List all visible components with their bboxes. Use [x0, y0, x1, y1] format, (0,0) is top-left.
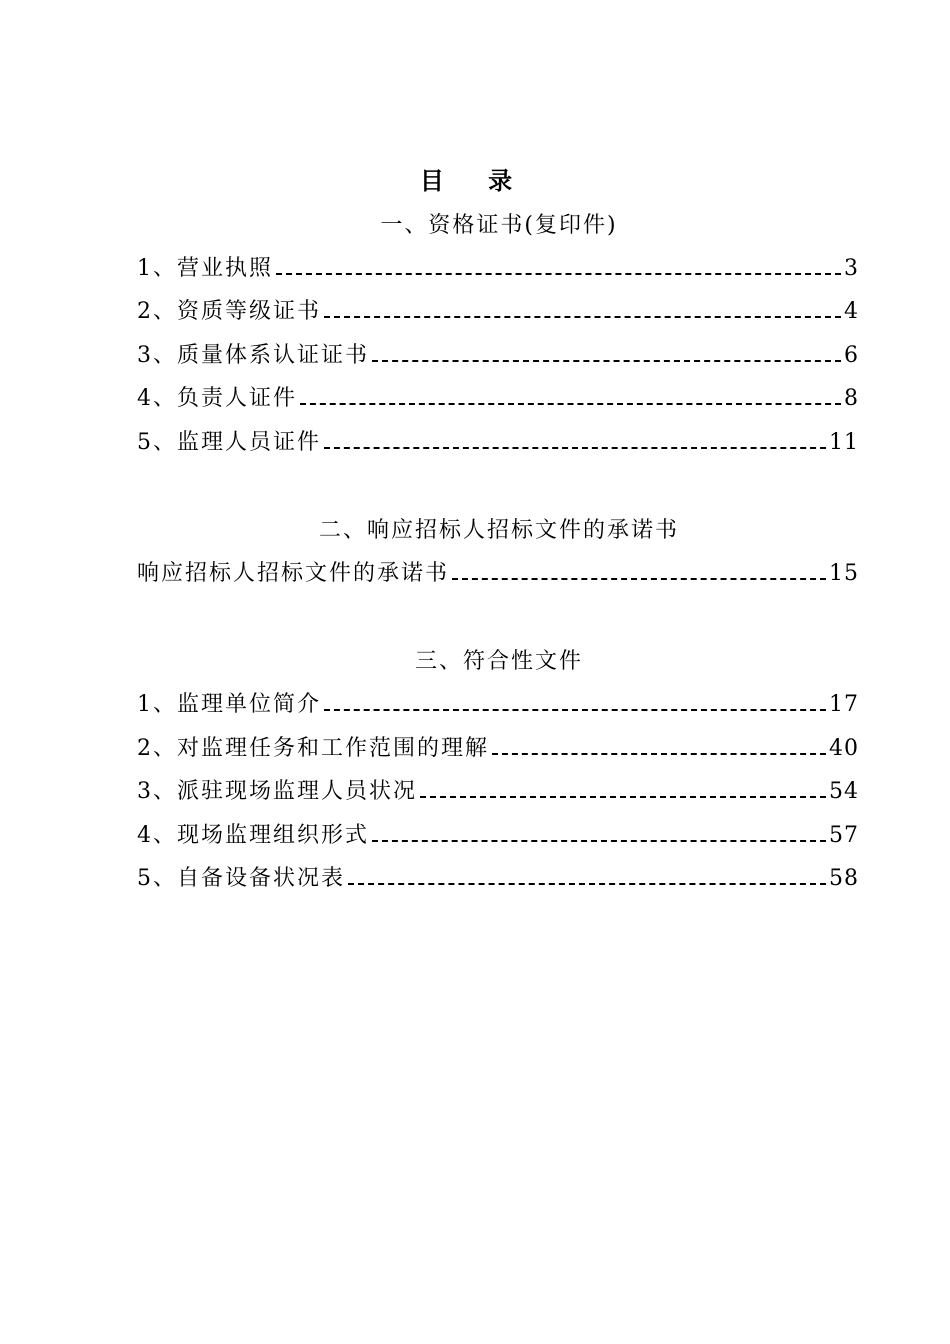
section-heading-qualifications: 一、资格证书(复印件): [380, 213, 618, 238]
toc-entry-label: 3、质量体系认证证书: [137, 343, 369, 368]
toc-entry[interactable]: [137, 559, 859, 589]
toc-entry-page: 15: [829, 561, 859, 586]
toc-entry-page: 11: [829, 430, 859, 455]
toc-entry[interactable]: [137, 341, 859, 371]
toc-entry-page: 57: [829, 823, 859, 848]
toc-entry-page: 6: [844, 343, 859, 368]
toc-entry[interactable]: [137, 297, 859, 327]
toc-entry-label: 5、监理人员证件: [137, 430, 321, 455]
toc-entry-page: 3: [844, 256, 859, 281]
toc-leader: [276, 273, 841, 275]
toc-leader: [420, 796, 826, 798]
toc-leader: [372, 840, 826, 842]
toc-leader: [492, 753, 826, 755]
toc-entry[interactable]: [137, 384, 859, 414]
toc-leader: [324, 316, 841, 318]
toc-entry[interactable]: [137, 734, 859, 764]
toc-entry-label: 3、派驻现场监理人员状况: [137, 779, 417, 804]
toc-entry-label: 4、负责人证件: [137, 386, 297, 411]
toc-entry-label: 1、营业执照: [137, 256, 273, 281]
toc-entry[interactable]: [137, 777, 859, 807]
toc-entry[interactable]: [137, 864, 859, 894]
toc-entry[interactable]: [137, 254, 859, 284]
toc-leader: [348, 883, 826, 885]
toc-leader: [452, 578, 826, 580]
toc-entry-page: 17: [829, 692, 859, 717]
section-heading-commitment: 二、响应招标人招标文件的承诺书: [318, 518, 679, 543]
toc-entry-label: 1、监理单位简介: [137, 692, 321, 717]
toc-entry-label: 4、现场监理组织形式: [137, 823, 369, 848]
toc-entry-page: 54: [829, 779, 859, 804]
toc-entry-label: 2、对监理任务和工作范围的理解: [137, 736, 489, 761]
toc-leader: [324, 709, 826, 711]
toc-leader: [300, 403, 841, 405]
toc-leader: [372, 360, 841, 362]
toc-leader: [324, 447, 826, 449]
toc-entry-page: 4: [844, 299, 859, 324]
toc-entry-page: 40: [829, 736, 859, 761]
toc-entry-label: 2、资质等级证书: [137, 299, 321, 324]
toc-entry-page: 58: [829, 866, 859, 891]
toc-entry-label: 5、自备设备状况表: [137, 866, 345, 891]
toc-entry[interactable]: [137, 821, 859, 851]
section-heading-compliance: 三、符合性文件: [414, 649, 583, 674]
toc-entry[interactable]: [137, 690, 859, 720]
toc-entry[interactable]: [137, 428, 859, 458]
toc-entry-label: 响应招标人招标文件的承诺书: [137, 561, 450, 586]
toc-title: 目 录: [419, 166, 531, 195]
toc-entry-page: 8: [844, 386, 859, 411]
